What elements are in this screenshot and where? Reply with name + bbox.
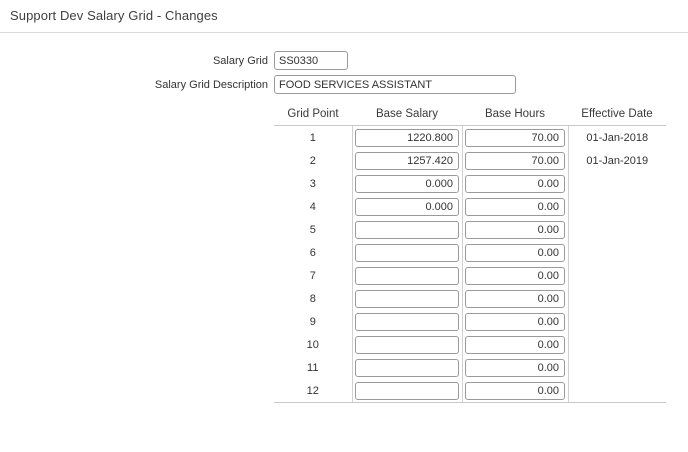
table-row (274, 149, 666, 172)
table-row (274, 218, 666, 241)
base-salary-input[interactable] (355, 336, 459, 354)
cell-base-salary (352, 126, 462, 150)
column-header-effective-date: Effective Date (568, 105, 666, 126)
cell-base-hours (462, 333, 568, 356)
cell-base-hours (462, 264, 568, 287)
cell-base-salary (352, 264, 462, 287)
cell-base-hours (462, 379, 568, 402)
cell-effective-date (568, 241, 666, 264)
base-salary-input[interactable] (355, 244, 459, 262)
salary-grid-description-label: Salary Grid Description (154, 78, 268, 91)
cell-base-salary (352, 218, 462, 241)
base-hours-input[interactable] (465, 359, 565, 377)
cell-effective-date (568, 287, 666, 310)
cell-base-hours (462, 126, 568, 150)
form-area (0, 33, 688, 403)
column-header-base-salary: Base Salary (352, 105, 462, 126)
cell-base-salary (352, 310, 462, 333)
base-salary-input[interactable] (355, 382, 459, 400)
table-header-row (274, 105, 666, 126)
cell-base-salary (352, 287, 462, 310)
cell-grid-point: 2 (274, 149, 352, 172)
table-row (274, 333, 666, 356)
cell-grid-point: 5 (274, 218, 352, 241)
cell-base-hours (462, 310, 568, 333)
table-row (274, 126, 666, 150)
salary-grid-table-wrap (274, 105, 666, 402)
base-salary-input[interactable] (355, 198, 459, 216)
cell-base-salary (352, 149, 462, 172)
page-title-text: Support Dev Salary Grid - Changes (10, 8, 218, 23)
cell-base-salary (352, 195, 462, 218)
table-row (274, 241, 666, 264)
cell-grid-point: 11 (274, 356, 352, 379)
salary-grid-body (274, 126, 666, 403)
salary-grid-label: Salary Grid (212, 54, 268, 67)
base-hours-input[interactable] (465, 313, 565, 331)
base-hours-input[interactable] (465, 152, 565, 170)
cell-grid-point: 1 (274, 126, 352, 150)
cell-effective-date (568, 310, 666, 333)
cell-effective-date: 01-Jan-2018 (586, 131, 649, 144)
cell-base-salary (352, 379, 462, 402)
salary-grid-input[interactable] (274, 51, 348, 70)
cell-effective-date (568, 333, 666, 356)
salary-grid-description-input[interactable] (274, 75, 516, 94)
base-hours-input[interactable] (465, 267, 565, 285)
base-salary-input[interactable] (355, 221, 459, 239)
base-salary-input[interactable] (355, 267, 459, 285)
cell-grid-point: 6 (274, 241, 352, 264)
salary-grid-description-row (0, 75, 688, 94)
cell-base-hours (462, 356, 568, 379)
cell-base-salary (352, 356, 462, 379)
cell-base-hours (462, 241, 568, 264)
base-hours-input[interactable] (465, 198, 565, 216)
cell-grid-point: 8 (274, 287, 352, 310)
cell-effective-date (568, 195, 666, 218)
cell-grid-point: 12 (274, 379, 352, 402)
base-hours-input[interactable] (465, 221, 565, 239)
table-row (274, 310, 666, 333)
column-header-grid-point: Grid Point (274, 105, 352, 126)
table-row (274, 356, 666, 379)
cell-base-salary (352, 241, 462, 264)
base-salary-input[interactable] (355, 175, 459, 193)
cell-effective-date (568, 264, 666, 287)
cell-base-hours (462, 287, 568, 310)
salary-grid-table (274, 105, 666, 402)
column-header-base-hours: Base Hours (462, 105, 568, 126)
cell-grid-point: 3 (274, 172, 352, 195)
base-hours-input[interactable] (465, 290, 565, 308)
base-salary-input[interactable] (355, 359, 459, 377)
cell-effective-date (568, 172, 666, 195)
base-salary-input[interactable] (355, 152, 459, 170)
table-row (274, 264, 666, 287)
base-hours-input[interactable] (465, 244, 565, 262)
table-row (274, 195, 666, 218)
page-title (0, 0, 688, 23)
base-hours-input[interactable] (465, 175, 565, 193)
table-row (274, 172, 666, 195)
base-salary-input[interactable] (355, 313, 459, 331)
table-row (274, 379, 666, 402)
salary-grid-row (0, 51, 688, 70)
cell-base-salary (352, 172, 462, 195)
base-hours-input[interactable] (465, 336, 565, 354)
cell-base-salary (352, 333, 462, 356)
cell-grid-point: 4 (274, 195, 352, 218)
base-salary-input[interactable] (355, 129, 459, 147)
cell-grid-point: 10 (274, 333, 352, 356)
cell-effective-date (568, 379, 666, 402)
cell-base-hours (462, 172, 568, 195)
cell-base-hours (462, 218, 568, 241)
cell-effective-date (568, 356, 666, 379)
cell-grid-point: 9 (274, 310, 352, 333)
grid-bottom-divider (274, 402, 666, 403)
salary-grid-header (274, 105, 666, 126)
base-hours-input[interactable] (465, 129, 565, 147)
cell-effective-date (568, 218, 666, 241)
cell-effective-date: 01-Jan-2019 (586, 154, 649, 167)
table-row (274, 287, 666, 310)
cell-grid-point: 7 (274, 264, 352, 287)
cell-base-hours (462, 149, 568, 172)
cell-base-hours (462, 195, 568, 218)
base-salary-input[interactable] (355, 290, 459, 308)
base-hours-input[interactable] (465, 382, 565, 400)
